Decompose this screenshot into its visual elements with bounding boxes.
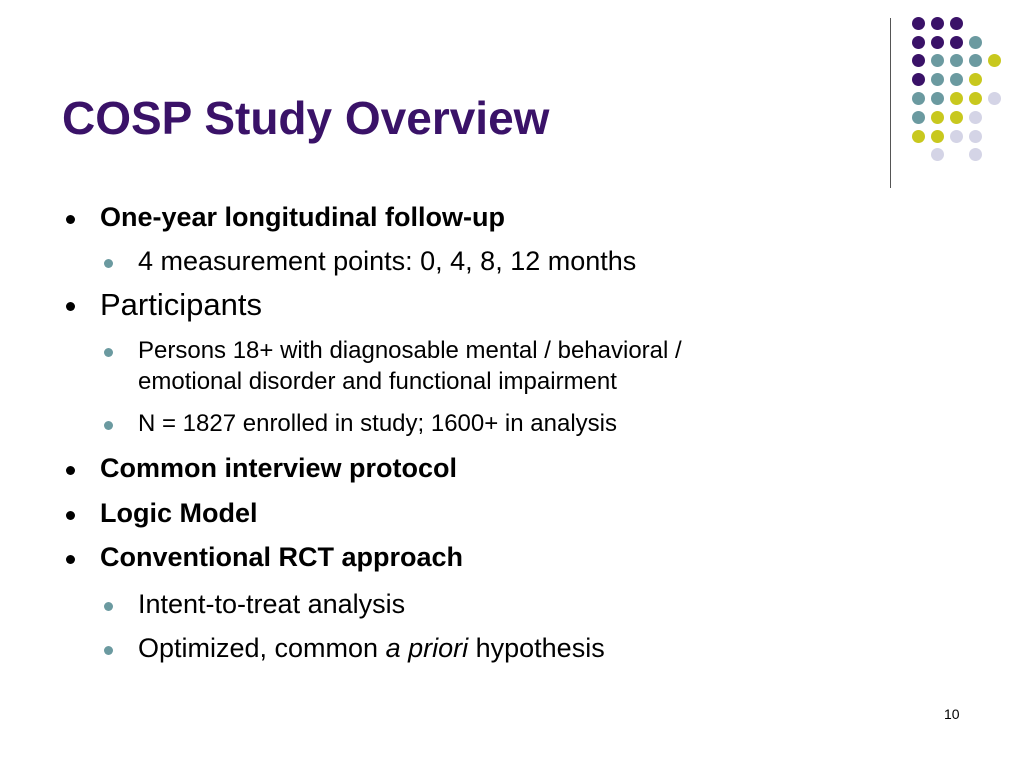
sub-bullet-dot-icon xyxy=(104,259,113,268)
bullet-dot-icon xyxy=(66,215,75,224)
slide-title: COSP Study Overview xyxy=(62,92,550,144)
text-run: hypothesis xyxy=(468,633,605,663)
sub-bullet-text: Intent-to-treat analysis xyxy=(138,589,406,619)
sub-bullet-dot-icon xyxy=(104,421,113,430)
bullet-dot-icon xyxy=(66,555,75,564)
bullet-text: Common interview protocol xyxy=(100,453,458,483)
bullet-text: Logic Model xyxy=(100,498,258,528)
sub-bullet-continuation xyxy=(138,368,617,396)
bullet-dot-icon xyxy=(66,302,75,311)
italic-text: a priori xyxy=(385,633,469,663)
sub-bullet-text: N = 1827 enrolled in study; 1600+ in analysis xyxy=(138,410,617,437)
bullet-text: Conventional RCT approach xyxy=(100,542,464,572)
sub-bullet-dot-icon xyxy=(104,348,113,357)
sub-bullet-dot-icon xyxy=(104,646,113,655)
sub-bullet-text: 4 measurement points: 0, 4, 8, 12 months xyxy=(138,246,637,276)
bullet-dot-icon xyxy=(66,511,75,520)
sub-bullet-text-line2: emotional disorder and functional impairment xyxy=(138,368,617,395)
bullet-text: One-year longitudinal follow-up xyxy=(100,202,505,232)
sub-bullet-text xyxy=(138,633,605,664)
slide-number: 10 xyxy=(944,706,960,722)
text-run: Optimized, common xyxy=(138,633,386,663)
bullet-dot-icon xyxy=(66,466,75,475)
sub-bullet-dot-icon xyxy=(104,602,113,611)
sub-bullet-text-line1: Persons 18+ with diagnosable mental / behavioral / xyxy=(138,337,682,364)
bullet-text: Participants xyxy=(100,287,262,322)
